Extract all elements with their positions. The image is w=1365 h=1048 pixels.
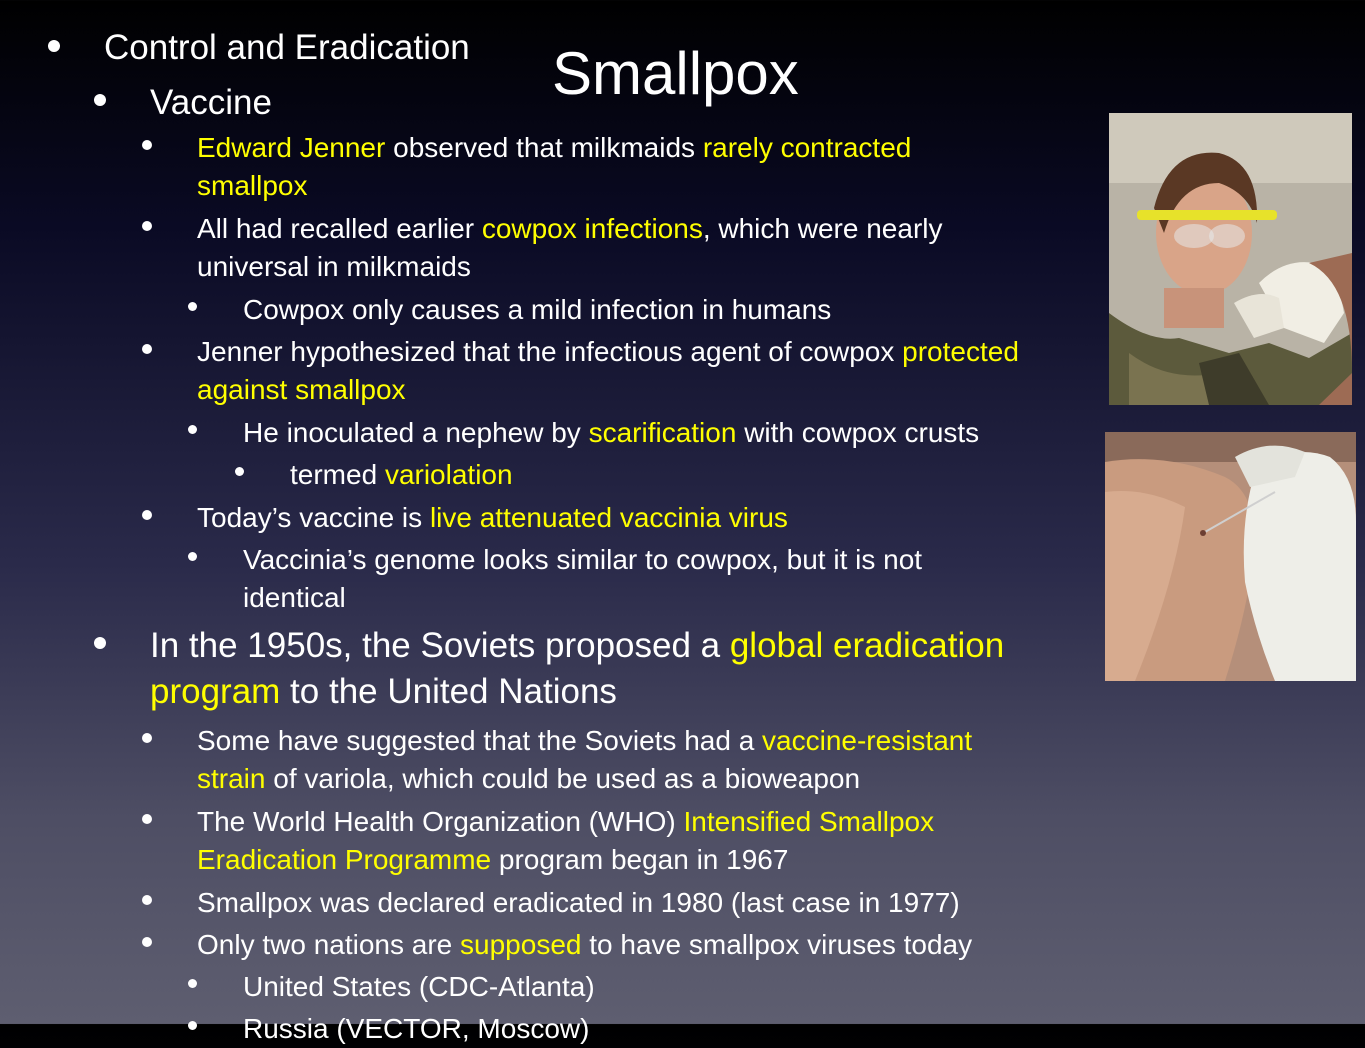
highlighted-text: variolation <box>384 459 513 490</box>
bullet-dot-icon <box>188 302 197 311</box>
bullet-level-2 <box>150 80 272 126</box>
highlighted-text: strain <box>197 763 266 794</box>
bullet-text: program began in 1967 <box>491 844 789 875</box>
bullet-text: Vaccinia’s genome looks similar to cowpox, but it is not <box>243 544 923 575</box>
highlighted-text: Eradication Programme <box>197 844 492 875</box>
bullet-text: Today’s vaccine is <box>197 502 430 533</box>
bullet-dot-icon <box>142 895 152 905</box>
bullet-level-3 <box>197 332 1019 371</box>
highlighted-text: Edward Jenner <box>197 132 386 163</box>
bullet-text: to the United Nations <box>280 672 617 711</box>
bullet-text: of variola, which could be used as a bioweapon <box>265 763 861 794</box>
bullet-text: Russia (VECTOR, Moscow) <box>243 1013 590 1044</box>
highlighted-text: supposed <box>460 929 582 960</box>
bullet-text: , which were nearly <box>702 213 943 244</box>
bullet-level-3 <box>197 883 960 922</box>
slide-title: Smallpox <box>552 40 799 107</box>
bullet-level-3-continuation <box>197 759 860 798</box>
bullet-text: All had recalled earlier <box>197 213 482 244</box>
bullet-text: Jenner hypothesized that the infectious agent of cowpox <box>197 336 903 367</box>
bullet-dot-icon <box>94 637 106 649</box>
photo-arm-injection <box>1105 432 1356 681</box>
bullet-dot-icon <box>142 140 152 150</box>
bullet-text: Cowpox only causes a mild infection in humans <box>243 294 832 325</box>
highlighted-text: rarely contracted <box>702 132 912 163</box>
bullet-dot-icon <box>188 1021 197 1030</box>
bullet-level-2 <box>150 623 1004 669</box>
bullet-text: The World Health Organization (WHO) <box>197 806 684 837</box>
bullet-text: termed <box>290 459 385 490</box>
photo-soldier-vaccinating <box>1109 113 1352 405</box>
bullet-level-4-continuation <box>243 578 346 617</box>
highlighted-text: global eradication <box>729 626 1005 665</box>
bullet-dot-icon <box>142 733 152 743</box>
bullet-level-4 <box>243 540 922 579</box>
highlighted-text: program <box>150 672 281 711</box>
bullet-text: He inoculated a nephew by <box>243 417 589 448</box>
bullet-level-2-continuation <box>150 669 617 715</box>
bullet-dot-icon <box>142 937 152 947</box>
bullet-level-4 <box>243 967 595 1006</box>
bullet-dot-icon <box>188 552 197 561</box>
bullet-text: identical <box>243 582 346 613</box>
bullet-level-3-continuation <box>197 247 471 286</box>
highlighted-text: vaccine-resistant <box>762 725 973 756</box>
bullet-dot-icon <box>142 510 152 520</box>
bullet-level-3 <box>197 802 934 841</box>
bullet-dot-icon <box>142 221 152 231</box>
bullet-text: Only two nations are <box>197 929 461 960</box>
bullet-text: observed that milkmaids <box>385 132 703 163</box>
bullet-text: universal in milkmaids <box>197 251 471 282</box>
bullet-level-3 <box>197 721 972 760</box>
bullet-text: Vaccine <box>150 83 272 122</box>
bullet-text: Some have suggested that the Soviets had a <box>197 725 763 756</box>
bullet-level-3 <box>197 498 788 537</box>
bullet-dot-icon <box>142 814 152 824</box>
bullet-text: to have smallpox viruses today <box>581 929 973 960</box>
bullet-level-3-continuation <box>197 370 406 409</box>
bullet-text: Control and Eradication <box>104 28 470 67</box>
bullet-text: United States (CDC-Atlanta) <box>243 971 595 1002</box>
bullet-level-3-continuation <box>197 166 307 205</box>
highlighted-text: Intensified Smallpox <box>683 806 935 837</box>
bullet-level-5 <box>290 455 513 494</box>
bullet-level-1 <box>104 28 470 68</box>
highlighted-text: smallpox <box>197 170 308 201</box>
bullet-dot-icon <box>48 40 60 52</box>
bullet-text: Smallpox was declared eradicated in 1980 (last case in 1977) <box>197 887 960 918</box>
bullet-text: with cowpox crusts <box>736 417 980 448</box>
bullet-level-3 <box>197 925 972 964</box>
highlighted-text: protected <box>902 336 1019 367</box>
bullet-level-4 <box>243 413 979 452</box>
bullet-dot-icon <box>235 467 244 476</box>
bullet-dot-icon <box>188 979 197 988</box>
bullet-level-4 <box>243 290 831 329</box>
highlighted-text: scarification <box>588 417 737 448</box>
highlighted-text: cowpox infections <box>481 213 703 244</box>
bullet-level-3 <box>197 128 911 167</box>
bullet-dot-icon <box>94 94 106 106</box>
bullet-text: In the 1950s, the Soviets proposed a <box>150 626 730 665</box>
highlighted-text: against smallpox <box>197 374 406 405</box>
highlighted-text: live attenuated vaccinia virus <box>429 502 788 533</box>
bullet-level-3-continuation <box>197 840 788 879</box>
bullet-dot-icon <box>142 344 152 354</box>
bullet-dot-icon <box>188 425 197 434</box>
bullet-level-4 <box>243 1009 589 1048</box>
bullet-level-3 <box>197 209 942 248</box>
